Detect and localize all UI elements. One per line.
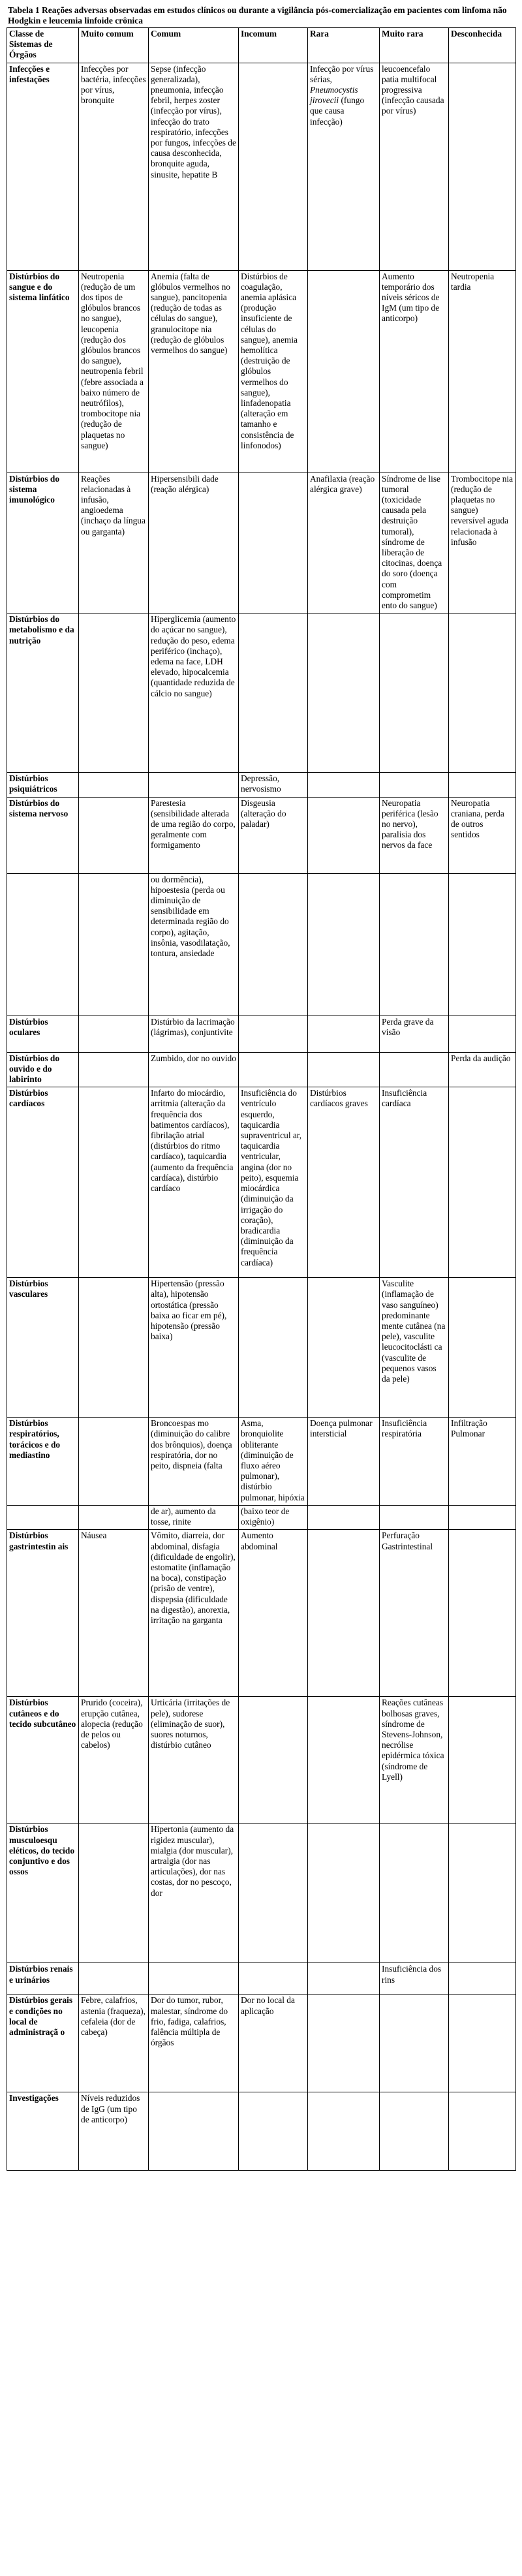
- uncommon-cell: [239, 1052, 308, 1087]
- header-rare: Rara: [308, 28, 380, 63]
- common-cell: de ar), aumento da tosse, rinite: [149, 1505, 239, 1529]
- rare-cell: [308, 773, 380, 797]
- uncommon-cell: Distúrbios de coagulação, anemia aplásica (produção insuficiente de células do sangue), anemia hemolítica (destruição de glóbulos vermelhos do sangue), linfadenopatia (alteração em tamanho e consistência de linfonodos): [239, 270, 308, 473]
- uncommon-cell: [239, 873, 308, 1016]
- very-common-cell: Infecções por bactéria, infecções por vírus, bronquite: [79, 63, 149, 270]
- very-rare-cell: [380, 1505, 449, 1529]
- system-organ-class-cell: Distúrbios musculoesqu eléticos, do tecido conjuntivo e dos ossos: [7, 1823, 79, 1963]
- unknown-cell: [449, 613, 516, 773]
- unknown-cell: Trombocitope nia (redução de plaquetas no sangue) reversível aguda relacionada à infusão: [449, 473, 516, 613]
- very-common-cell: [79, 1505, 149, 1529]
- unknown-cell: Neuropatia craniana, perda de outros sentidos: [449, 797, 516, 873]
- table-row: [7, 1823, 516, 1963]
- unknown-cell: [449, 1530, 516, 1697]
- system-organ-class-cell: Distúrbios renais e urinários: [7, 1963, 79, 1994]
- system-organ-class-cell: Distúrbios do ouvido e do labirinto: [7, 1052, 79, 1087]
- uncommon-cell: Disgeusia (alteração do paladar): [239, 797, 308, 873]
- header-uncommon: Incomum: [239, 28, 308, 63]
- common-cell: ou dormência), hipoestesia (perda ou diminuição de sensibilidade em determinada região do corpo), agitação, insônia, vasodilatação, tontura, ansiedade: [149, 873, 239, 1016]
- uncommon-cell: Aumento abdominal: [239, 1530, 308, 1697]
- table-row: [7, 1994, 516, 2092]
- unknown-cell: [449, 1994, 516, 2092]
- common-cell: [149, 1963, 239, 1994]
- table-row: [7, 1052, 516, 1087]
- system-organ-class-cell: [7, 1505, 79, 1529]
- header-very-common: Muito comum: [79, 28, 149, 63]
- rare-cell: [308, 873, 380, 1016]
- table-row: [7, 1016, 516, 1052]
- rare-cell: Distúrbios cardíacos graves: [308, 1087, 380, 1278]
- system-organ-class-cell: Distúrbios vasculares: [7, 1278, 79, 1418]
- uncommon-cell: Asma, bronquiolite obliterante (diminuição de fluxo aéreo pulmonar), distúrbio pulmonar, hipóxia: [239, 1418, 308, 1506]
- table-row: [7, 797, 516, 873]
- system-organ-class-cell: Distúrbios cardíacos: [7, 1087, 79, 1278]
- system-organ-class-cell: Distúrbios do sistema imunológico: [7, 473, 79, 613]
- common-cell: Hipersensibili dade (reação alérgica): [149, 473, 239, 613]
- table-row: [7, 1418, 516, 1506]
- rare-cell: Anafilaxia (reação alérgica grave): [308, 473, 380, 613]
- rare-cell: [308, 1530, 380, 1697]
- rare-cell: [308, 1994, 380, 2092]
- uncommon-cell: [239, 473, 308, 613]
- very-common-cell: [79, 1087, 149, 1278]
- rare-cell: [308, 797, 380, 873]
- very-rare-cell: [380, 613, 449, 773]
- very-rare-cell: Perda grave da visão: [380, 1016, 449, 1052]
- rare-cell: [308, 1823, 380, 1963]
- unknown-cell: [449, 2092, 516, 2171]
- common-cell: Hipertonia (aumento da rigidez muscular), mialgia (dor muscular), artralgia (dor nas articulações), dor nas costas, dor no pescoço, dor: [149, 1823, 239, 1963]
- very-rare-cell: [380, 1994, 449, 2092]
- rare-cell: [308, 2092, 380, 2171]
- unknown-cell: [449, 1087, 516, 1278]
- common-cell: Vômito, diarreia, dor abdominal, disfagia (dificuldade de engolir), estomatite (inflamação na boca), constipação (prisão de ventre), dispepsia (dificuldade na digestão), anorexia, irritação na garganta: [149, 1530, 239, 1697]
- very-rare-cell: [380, 873, 449, 1016]
- very-common-cell: [79, 1016, 149, 1052]
- header-common: Comum: [149, 28, 239, 63]
- common-cell: Broncoespas mo (diminuição do calibre dos brônquios), doença respiratória, dor no peito, dispneia (falta: [149, 1418, 239, 1506]
- uncommon-cell: [239, 1823, 308, 1963]
- unknown-cell: Perda da audição: [449, 1052, 516, 1087]
- very-rare-cell: leucoencefalo patia multifocal progressiva (infecção causada por vírus): [380, 63, 449, 270]
- uncommon-cell: [239, 1697, 308, 1823]
- common-cell: Dor do tumor, rubor, malestar, síndrome do frio, fadiga, calafrios, falência múltipla de órgãos: [149, 1994, 239, 2092]
- rare-cell: [308, 1016, 380, 1052]
- adverse-reactions-table: [7, 27, 516, 2171]
- very-common-cell: Náusea: [79, 1530, 149, 1697]
- very-rare-cell: Aumento temporário dos níveis séricos de IgM (um tipo de anticorpo): [380, 270, 449, 473]
- uncommon-cell: [239, 1278, 308, 1418]
- header-very-rare: Muito rara: [380, 28, 449, 63]
- rare-cell: [308, 1963, 380, 1994]
- table-row: [7, 1697, 516, 1823]
- very-common-cell: [79, 873, 149, 1016]
- very-common-cell: [79, 1278, 149, 1418]
- document-page: [7, 0, 515, 2171]
- unknown-cell: [449, 1697, 516, 1823]
- system-organ-class-cell: [7, 873, 79, 1016]
- unknown-cell: [449, 873, 516, 1016]
- rare-cell: Infecção por vírus sérias, Pneumocystis jirovecii (fungo que causa infecção): [308, 63, 380, 270]
- unknown-cell: [449, 773, 516, 797]
- very-rare-cell: [380, 773, 449, 797]
- system-organ-class-cell: Infecções e infestações: [7, 63, 79, 270]
- table-row: [7, 2092, 516, 2171]
- very-common-cell: Febre, calafrios, astenia (fraqueza), cefaleia (dor de cabeça): [79, 1994, 149, 2092]
- uncommon-cell: [239, 1016, 308, 1052]
- rare-cell: [308, 270, 380, 473]
- very-common-cell: [79, 773, 149, 797]
- uncommon-cell: [239, 613, 308, 773]
- table-caption: Tabela 1 Reações adversas observadas em estudos clínicos ou durante a vigilância pós-comercialização em pacientes com linfoma não Hodgkin e leucemia linfoide crônica: [8, 5, 507, 25]
- very-rare-cell: [380, 1052, 449, 1087]
- common-cell: Parestesia (sensibilidade alterada de uma região do corpo, geralmente com formigamento: [149, 797, 239, 873]
- unknown-cell: [449, 1505, 516, 1529]
- common-cell: [149, 773, 239, 797]
- very-common-cell: Prurido (coceira), erupção cutânea, alopecia (redução de pelos ou cabelos): [79, 1697, 149, 1823]
- very-common-cell: Níveis reduzidos de IgG (um tipo de anticorpo): [79, 2092, 149, 2171]
- very-common-cell: [79, 797, 149, 873]
- very-common-cell: Reações relacionadas à infusão, angioedema (inchaço da língua ou garganta): [79, 473, 149, 613]
- common-cell: Distúrbio da lacrimação (lágrimas), conjuntivite: [149, 1016, 239, 1052]
- very-rare-cell: Reações cutâneas bolhosas graves, síndrome de Stevens-Johnson, necrólise epidérmica tóxica (síndrome de Lyell): [380, 1697, 449, 1823]
- common-cell: Anemia (falta de glóbulos vermelhos no sangue), pancitopenia (redução de todas as células do sangue), granulocitope nia (redução de glóbulos vermelhos do sangue): [149, 270, 239, 473]
- system-organ-class-cell: Distúrbios gerais e condições no local de administraçã o: [7, 1994, 79, 2092]
- unknown-cell: [449, 1278, 516, 1418]
- very-common-cell: [79, 1052, 149, 1087]
- rare-cell: [308, 1697, 380, 1823]
- common-cell: Urticária (irritações de pele), sudorese (eliminação de suor), suores noturnos, distúrbio cutâneo: [149, 1697, 239, 1823]
- unknown-cell: [449, 1823, 516, 1963]
- common-cell: Sepse (infecção generalizada), pneumonia, infecção febril, herpes zoster (infecção por vírus), infecção do trato respiratório, infecções por fungos, infecções de causa desconhecida, bronquite aguda, sinusite, hepatite B: [149, 63, 239, 270]
- table-row: [7, 773, 516, 797]
- rare-cell: [308, 613, 380, 773]
- italic-term: Pneumocystis jirovecii: [310, 85, 358, 106]
- system-organ-class-cell: Distúrbios psiquiátricos: [7, 773, 79, 797]
- uncommon-cell: [239, 1963, 308, 1994]
- table-row: [7, 1278, 516, 1418]
- table-row: [7, 1530, 516, 1697]
- table-row: [7, 1505, 516, 1529]
- header-unknown: Desconhecida: [449, 28, 516, 63]
- system-organ-class-cell: Distúrbios do sistema nervoso: [7, 797, 79, 873]
- table-row: [7, 473, 516, 613]
- very-rare-cell: Insuficiência cardíaca: [380, 1087, 449, 1278]
- rare-cell: [308, 1052, 380, 1087]
- rare-cell: [308, 1278, 380, 1418]
- table-row: [7, 613, 516, 773]
- very-rare-cell: [380, 2092, 449, 2171]
- unknown-cell: [449, 63, 516, 270]
- unknown-cell: Neutropenia tardia: [449, 270, 516, 473]
- table-body: [7, 63, 516, 2171]
- common-cell: Hiperglicemia (aumento do açúcar no sangue), redução do peso, edema periférico (inchaço), edema na face, LDH elevado, hipocalcemia (quantidade reduzida de cálcio no sangue): [149, 613, 239, 773]
- very-rare-cell: Vasculite (inflamação de vaso sanguíneo) predominante mente cutânea (na pele), vasculite leucocitoclásti ca (vasculite de pequenos vasos da pele): [380, 1278, 449, 1418]
- very-common-cell: [79, 1823, 149, 1963]
- very-common-cell: [79, 1418, 149, 1506]
- system-organ-class-cell: Distúrbios gastrintestin ais: [7, 1530, 79, 1697]
- uncommon-cell: [239, 2092, 308, 2171]
- very-rare-cell: [380, 1823, 449, 1963]
- system-organ-class-cell: Distúrbios respiratórios, torácicos e do mediastino: [7, 1418, 79, 1506]
- uncommon-cell: Depressão, nervosismo: [239, 773, 308, 797]
- uncommon-cell: (baixo teor de oxigênio): [239, 1505, 308, 1529]
- system-organ-class-cell: Distúrbios do sangue e do sistema linfático: [7, 270, 79, 473]
- table-row: [7, 1087, 516, 1278]
- table-row: [7, 1963, 516, 1994]
- rare-cell: Doença pulmonar intersticial: [308, 1418, 380, 1506]
- unknown-cell: [449, 1016, 516, 1052]
- table-header-row: [7, 28, 516, 63]
- unknown-cell: Infiltração Pulmonar: [449, 1418, 516, 1506]
- very-common-cell: [79, 1963, 149, 1994]
- table-row: [7, 270, 516, 473]
- common-cell: Hipertensão (pressão alta), hipotensão ortostática (pressão baixa ao ficar em pé), hipotensão (pressão baixa): [149, 1278, 239, 1418]
- system-organ-class-cell: Distúrbios oculares: [7, 1016, 79, 1052]
- system-organ-class-cell: Investigações: [7, 2092, 79, 2171]
- uncommon-cell: Dor no local da aplicação: [239, 1994, 308, 2092]
- very-rare-cell: Perfuração Gastrintestinal: [380, 1530, 449, 1697]
- very-rare-cell: Síndrome de lise tumoral (toxicidade causada pela destruição tumoral), síndrome de liberação de citocinas, doença do soro (doença com comprometim ento do sangue): [380, 473, 449, 613]
- system-organ-class-cell: Distúrbios do metabolismo e da nutrição: [7, 613, 79, 773]
- very-rare-cell: Neuropatia periférica (lesão no nervo), paralisia dos nervos da face: [380, 797, 449, 873]
- uncommon-cell: Insuficiência do ventrículo esquerdo, taquicardia supraventricul ar, taquicardia ventricular, angina (dor no peito), esquemia miocárdica (diminuição da irrigação do coração), bradicardia (diminuição da frequência cardíaca): [239, 1087, 308, 1278]
- table-row: [7, 63, 516, 270]
- common-cell: Infarto do miocárdio, arritmia (alteração da frequência dos batimentos cardíacos), fibrilação atrial (distúrbios do ritmo cardíaco), taquicardia (aumento da frequência cardíaca), distúrbio cardíaco: [149, 1087, 239, 1278]
- very-rare-cell: Insuficiência dos rins: [380, 1963, 449, 1994]
- unknown-cell: [449, 1963, 516, 1994]
- very-rare-cell: Insuficiência respiratória: [380, 1418, 449, 1506]
- system-organ-class-cell: Distúrbios cutâneos e do tecido subcutâneo: [7, 1697, 79, 1823]
- uncommon-cell: [239, 63, 308, 270]
- common-cell: Zumbido, dor no ouvido: [149, 1052, 239, 1087]
- table-row: [7, 873, 516, 1016]
- very-common-cell: Neutropenia (redução de um dos tipos de glóbulos brancos no sangue), leucopenia (redução dos glóbulos brancos do sangue), neutropenia febril (febre associada a baixo número de neutrófilos), trombocitope nia (redução de plaquetas no sangue): [79, 270, 149, 473]
- rare-cell: [308, 1505, 380, 1529]
- very-common-cell: [79, 613, 149, 773]
- header-system-organ-class: Classe de Sistemas de Órgãos: [7, 28, 79, 63]
- common-cell: [149, 2092, 239, 2171]
